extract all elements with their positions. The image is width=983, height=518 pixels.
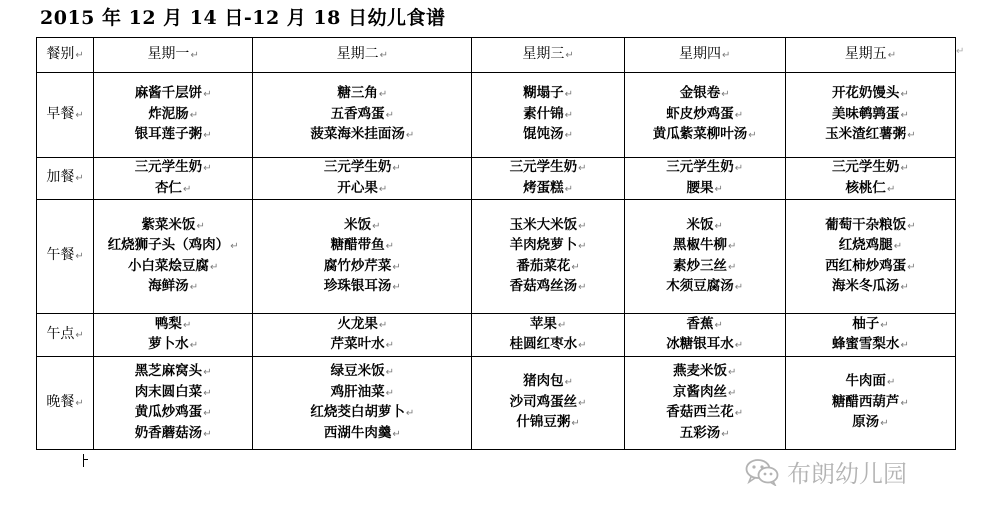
dish-line	[253, 236, 471, 257]
paragraph-mark: ↵	[578, 397, 587, 409]
paragraph-mark: ↵	[714, 183, 723, 195]
menu-cell	[785, 200, 955, 314]
dish-name: 紫菜米饭	[141, 216, 196, 233]
paragraph-mark: ↵	[714, 319, 723, 331]
dish-line	[625, 257, 785, 278]
paragraph-mark: ↵	[392, 163, 401, 174]
paragraph-mark: ↵	[880, 319, 889, 331]
paragraph-mark: ↵	[182, 183, 192, 195]
dish-line	[472, 84, 623, 105]
paragraph-mark: ↵	[734, 408, 744, 419]
dish-line	[253, 403, 471, 424]
text-cursor-tick	[84, 459, 88, 460]
dish-name: 原汤	[852, 414, 880, 431]
dish-line	[94, 257, 252, 278]
watermark	[745, 454, 907, 489]
menu-cell	[785, 357, 955, 450]
dish-line	[94, 179, 252, 200]
paragraph-mark: ↵	[887, 49, 897, 61]
menu-cell	[472, 200, 624, 314]
paragraph-mark: ↵	[734, 282, 744, 293]
dish-name: 芹菜叶水	[330, 336, 385, 352]
dish-name: 葡萄干杂粮饭	[825, 216, 907, 233]
menu-cell	[624, 158, 785, 200]
menu-cell	[253, 158, 472, 200]
dish-name: 什锦豆粥	[516, 414, 571, 431]
dish-name: 蜂蜜雪梨水	[831, 336, 900, 352]
paragraph-mark: ↵	[900, 340, 909, 351]
dish-line	[94, 105, 252, 126]
dish-line	[786, 372, 955, 393]
menu-cell	[94, 357, 253, 450]
dish-name: 鸡肝油菜	[330, 383, 385, 400]
dish-name: 核桃仁	[845, 179, 886, 196]
meal-label-cell	[37, 158, 94, 200]
dish-line	[786, 179, 955, 200]
dish-line	[253, 335, 471, 356]
dish-name: 三元学生奶	[509, 159, 578, 175]
paragraph-mark: ↵	[900, 397, 909, 409]
menu-cell	[253, 73, 472, 158]
paragraph-mark: ↵	[209, 261, 219, 273]
paragraph-mark: ↵	[392, 282, 401, 293]
dish-line	[786, 335, 955, 356]
dish-name: 肉末圆白菜	[134, 383, 203, 400]
dish-line	[94, 236, 252, 257]
menu-cell	[472, 314, 624, 357]
text-cursor	[83, 454, 84, 467]
dish-name: 牛肉面	[845, 373, 886, 390]
paragraph-mark: ↵	[385, 340, 395, 351]
paragraph-mark: ↵	[578, 282, 587, 293]
paragraph-mark: ↵	[75, 251, 84, 263]
dish-line	[94, 315, 252, 336]
paragraph-mark: ↵	[203, 408, 212, 419]
dish-line	[625, 84, 785, 105]
paragraph-mark: ↵	[372, 220, 381, 232]
dish-name: 奶香蘑菇汤	[134, 424, 203, 441]
dish-name: 玉米渣红薯粥	[825, 126, 907, 143]
column-header-label: 星期五	[844, 45, 887, 62]
dish-name: 素什锦	[523, 105, 564, 122]
dish-name: 三元学生奶	[134, 159, 203, 175]
dish-line	[253, 277, 471, 298]
dish-name: 绿豆米饭	[330, 363, 385, 379]
paragraph-mark: ↵	[378, 183, 388, 195]
dish-name: 萝卜水	[148, 336, 189, 352]
meal-label: 午点	[46, 325, 75, 342]
menu-cell	[253, 314, 472, 357]
dish-name: 海鲜汤	[148, 278, 189, 294]
dish-line	[472, 179, 623, 200]
paragraph-mark: ↵	[578, 163, 587, 174]
dish-line	[253, 315, 471, 336]
dish-name: 金银卷	[679, 85, 721, 102]
menu-cell	[785, 158, 955, 200]
paragraph-mark: ↵	[392, 261, 401, 273]
paragraph-mark: ↵	[405, 130, 415, 142]
dish-line	[625, 383, 785, 404]
column-header-day	[253, 38, 472, 73]
paragraph-mark: ↵	[578, 340, 587, 351]
paragraph-mark: ↵	[75, 49, 84, 61]
paragraph-mark: ↵	[75, 173, 84, 185]
menu-cell	[624, 73, 785, 158]
dish-line	[472, 277, 623, 298]
paragraph-mark: ↵	[748, 130, 757, 142]
paragraph-mark: ↵	[565, 49, 574, 61]
dish-line	[786, 413, 955, 434]
paragraph-mark: ↵	[734, 109, 744, 121]
paragraph-mark: ↵	[557, 319, 567, 331]
paragraph-mark: ↵	[385, 387, 395, 399]
paragraph-mark: ↵	[728, 387, 737, 399]
dish-line	[472, 236, 623, 257]
dish-line	[472, 413, 623, 434]
dish-line	[94, 335, 252, 356]
table-row	[37, 158, 956, 200]
dish-line	[786, 125, 955, 146]
meal-label: 午餐	[46, 247, 75, 264]
table-end-mark: ↵	[956, 46, 965, 57]
dish-line	[472, 393, 623, 414]
dish-line	[94, 84, 252, 105]
meal-label-cell	[37, 73, 94, 158]
paragraph-mark: ↵	[714, 220, 723, 232]
dish-name: 杏仁	[154, 179, 182, 196]
paragraph-mark: ↵	[190, 49, 199, 61]
paragraph-mark: ↵	[203, 89, 212, 101]
dish-name: 西湖牛肉羹	[323, 424, 392, 441]
meal-label-cell	[37, 200, 94, 314]
column-header-label: 餐别	[46, 45, 75, 62]
dish-name: 燕麦米饭	[673, 363, 727, 379]
dish-line	[253, 383, 471, 404]
dish-name: 火龙果	[337, 315, 378, 332]
dish-name: 香菇鸡丝汤	[509, 278, 578, 294]
dish-line	[472, 335, 623, 356]
paragraph-mark: ↵	[721, 428, 730, 440]
meal-label-cell	[37, 314, 94, 357]
paragraph-mark: ↵	[880, 418, 889, 430]
dish-name: 腐竹炒芹菜	[323, 257, 392, 274]
dish-line	[472, 216, 623, 237]
paragraph-mark: ↵	[571, 418, 580, 430]
dish-name: 红烧鸡腿	[838, 237, 893, 253]
dish-name: 三元学生奶	[831, 159, 900, 175]
column-header-label: 星期一	[147, 45, 190, 62]
dish-name: 烤蛋糕	[523, 179, 564, 196]
dish-name: 三元学生奶	[323, 159, 392, 175]
paragraph-mark: ↵	[886, 183, 896, 195]
paragraph-mark: ↵	[734, 340, 744, 351]
column-header-day	[785, 38, 955, 73]
paragraph-mark: ↵	[379, 49, 389, 61]
dish-name: 黑椒牛柳	[673, 237, 727, 253]
dish-line	[472, 105, 623, 126]
menu-cell	[253, 200, 472, 314]
dish-line	[253, 216, 471, 237]
dish-line	[253, 424, 471, 445]
paragraph-mark: ↵	[230, 241, 239, 252]
paragraph-mark: ↵	[564, 130, 573, 142]
paragraph-mark: ↵	[189, 340, 199, 351]
dish-name: 沙司鸡蛋丝	[509, 393, 578, 410]
meal-label: 加餐	[46, 169, 75, 186]
dish-line	[625, 105, 785, 126]
dish-line	[625, 236, 785, 257]
dish-name: 珍珠银耳汤	[323, 278, 392, 294]
dish-line	[625, 362, 785, 383]
page-title: 2015 年 12 月 14 日-12 月 18 日幼儿食谱	[40, 7, 446, 29]
paragraph-mark: ↵	[900, 282, 909, 293]
wechat-icon	[745, 458, 779, 486]
paragraph-mark: ↵	[564, 377, 573, 389]
dish-line	[253, 158, 471, 179]
dish-line	[625, 216, 785, 237]
dish-line	[625, 277, 785, 298]
paragraph-mark: ↵	[907, 220, 916, 232]
dish-line	[253, 362, 471, 383]
table-row	[37, 357, 956, 450]
dish-name: 鸭梨	[154, 315, 182, 332]
paragraph-mark: ↵	[721, 89, 730, 101]
dish-line	[786, 105, 955, 126]
dish-name: 菠菜海米挂面汤	[310, 126, 405, 143]
dish-line	[94, 362, 252, 383]
dish-name: 腰果	[686, 179, 714, 196]
dish-line	[625, 179, 785, 200]
dish-name: 五彩汤	[679, 424, 721, 441]
dish-name: 糖三角	[337, 85, 378, 102]
paragraph-mark: ↵	[564, 109, 573, 121]
dish-line	[472, 372, 623, 393]
paragraph-mark: ↵	[578, 241, 587, 252]
dish-name: 红烧茭白胡萝卜	[310, 404, 405, 420]
header-row	[37, 38, 956, 73]
table-row	[37, 200, 956, 314]
dish-name: 木须豆腐汤	[666, 278, 734, 294]
dish-line	[625, 125, 785, 146]
dish-line	[94, 424, 252, 445]
dish-line	[94, 383, 252, 404]
dish-line	[625, 315, 785, 336]
table-row	[37, 314, 956, 357]
dish-name: 海米冬瓜汤	[831, 278, 900, 294]
dish-name: 糖醋西葫芦	[831, 393, 900, 410]
paragraph-mark: ↵	[734, 163, 744, 174]
dish-name: 炸泥肠	[148, 105, 189, 122]
paragraph-mark: ↵	[385, 109, 395, 121]
dish-line	[625, 424, 785, 445]
dish-name: 红烧狮子头（鸡肉）	[107, 237, 230, 253]
menu-cell	[785, 73, 955, 158]
dish-name: 开心果	[337, 179, 378, 196]
paragraph-mark: ↵	[378, 89, 388, 101]
dish-name: 开花奶馒头	[831, 85, 900, 102]
menu-cell	[624, 200, 785, 314]
column-header-label: 星期三	[522, 45, 565, 62]
dish-name: 糊塌子	[523, 85, 564, 102]
dish-name: 美味鹌鹑蛋	[831, 105, 900, 122]
menu-cell	[472, 158, 624, 200]
dish-name: 糖醋带鱼	[330, 237, 385, 253]
column-header-label: 星期四	[679, 45, 721, 62]
paragraph-mark: ↵	[75, 329, 84, 341]
dish-name: 黄瓜紫菜柳叶汤	[652, 126, 748, 143]
column-header-day	[624, 38, 785, 73]
dish-line	[253, 179, 471, 200]
dish-line	[786, 236, 955, 257]
column-header-day	[94, 38, 253, 73]
dish-name: 三元学生奶	[666, 159, 734, 175]
paragraph-mark: ↵	[203, 387, 212, 399]
column-header-label: 星期二	[336, 45, 379, 62]
dish-line	[786, 158, 955, 179]
dish-line	[786, 257, 955, 278]
paragraph-mark: ↵	[189, 109, 199, 121]
dish-line	[786, 84, 955, 105]
dish-line	[94, 125, 252, 146]
paragraph-mark: ↵	[722, 49, 731, 61]
dish-name: 猪肉包	[523, 373, 564, 390]
menu-cell	[624, 357, 785, 450]
dish-line	[253, 257, 471, 278]
meal-label: 早餐	[46, 105, 75, 122]
paragraph-mark: ↵	[203, 130, 212, 142]
column-header-meal	[37, 38, 94, 73]
meal-label-cell	[37, 357, 94, 450]
paragraph-mark: ↵	[203, 367, 212, 378]
paragraph-mark: ↵	[728, 367, 737, 378]
paragraph-mark: ↵	[564, 89, 573, 101]
paragraph-mark: ↵	[900, 109, 909, 121]
dish-line	[472, 315, 623, 336]
dish-line	[94, 403, 252, 424]
dish-name: 米饭	[344, 216, 372, 233]
menu-cell	[253, 357, 472, 450]
dish-line	[94, 158, 252, 179]
dish-line	[625, 335, 785, 356]
dish-name: 苹果	[529, 315, 557, 332]
dish-name: 五香鸡蛋	[330, 105, 385, 122]
dish-name: 京酱肉丝	[673, 383, 727, 400]
paragraph-mark: ↵	[886, 377, 896, 389]
dish-name: 馄饨汤	[523, 126, 564, 143]
dish-name: 香菇西兰花	[666, 404, 734, 420]
dish-name: 冰糖银耳水	[666, 336, 734, 352]
paragraph-mark: ↵	[728, 241, 737, 252]
paragraph-mark: ↵	[196, 220, 205, 232]
dish-line	[253, 105, 471, 126]
paragraph-mark: ↵	[893, 241, 903, 252]
paragraph-mark: ↵	[75, 397, 84, 409]
dish-line	[786, 277, 955, 298]
dish-name: 米饭	[686, 216, 714, 233]
watermark-text: 布朗幼儿园	[787, 460, 907, 488]
dish-name: 黄瓜炒鸡蛋	[134, 404, 203, 420]
dish-name: 香蕉	[686, 315, 714, 332]
paragraph-mark: ↵	[578, 220, 587, 232]
dish-name: 素炒三丝	[673, 257, 727, 274]
dish-line	[625, 403, 785, 424]
menu-cell	[472, 73, 624, 158]
menu-table	[36, 37, 956, 450]
dish-line	[625, 158, 785, 179]
dish-line	[472, 257, 623, 278]
dish-name: 柚子	[852, 315, 880, 332]
paragraph-mark: ↵	[728, 261, 737, 273]
paragraph-mark: ↵	[907, 261, 916, 273]
paragraph-mark: ↵	[900, 89, 909, 101]
table-row	[37, 73, 956, 158]
paragraph-mark: ↵	[385, 367, 395, 378]
dish-name: 虾皮炒鸡蛋	[666, 105, 734, 122]
paragraph-mark: ↵	[203, 428, 212, 440]
dish-line	[472, 158, 623, 179]
dish-name: 玉米大米饭	[509, 216, 578, 233]
menu-cell	[94, 200, 253, 314]
dish-name: 桂圆红枣水	[509, 336, 578, 352]
paragraph-mark: ↵	[189, 282, 199, 293]
menu-cell	[472, 357, 624, 450]
paragraph-mark: ↵	[564, 183, 573, 195]
paragraph-mark: ↵	[571, 261, 580, 273]
dish-line	[94, 277, 252, 298]
dish-name: 黑芝麻窝头	[134, 363, 203, 379]
dish-line	[94, 216, 252, 237]
dish-line	[786, 315, 955, 336]
dish-line	[253, 84, 471, 105]
menu-cell	[785, 314, 955, 357]
paragraph-mark: ↵	[378, 319, 388, 331]
dish-name: 番茄菜花	[516, 257, 571, 274]
dish-name: 银耳莲子粥	[134, 126, 203, 143]
dish-line	[253, 125, 471, 146]
menu-cell	[94, 158, 253, 200]
paragraph-mark: ↵	[385, 241, 395, 252]
dish-line	[786, 216, 955, 237]
menu-cell	[94, 73, 253, 158]
paragraph-mark: ↵	[75, 109, 84, 121]
dish-name: 小白菜烩豆腐	[127, 257, 209, 274]
menu-cell	[94, 314, 253, 357]
dish-name: 羊肉烧萝卜	[509, 237, 578, 253]
paragraph-mark: ↵	[405, 408, 415, 419]
menu-cell	[624, 314, 785, 357]
column-header-day	[472, 38, 624, 73]
paragraph-mark: ↵	[392, 428, 401, 440]
dish-name: 麻酱千层饼	[134, 85, 203, 102]
meal-label: 晚餐	[46, 393, 75, 410]
paragraph-mark: ↵	[182, 319, 192, 331]
dish-line	[472, 125, 623, 146]
paragraph-mark: ↵	[203, 163, 212, 174]
dish-line	[786, 393, 955, 414]
paragraph-mark: ↵	[907, 130, 916, 142]
dish-name: 西红柿炒鸡蛋	[825, 257, 907, 274]
paragraph-mark: ↵	[900, 163, 909, 174]
